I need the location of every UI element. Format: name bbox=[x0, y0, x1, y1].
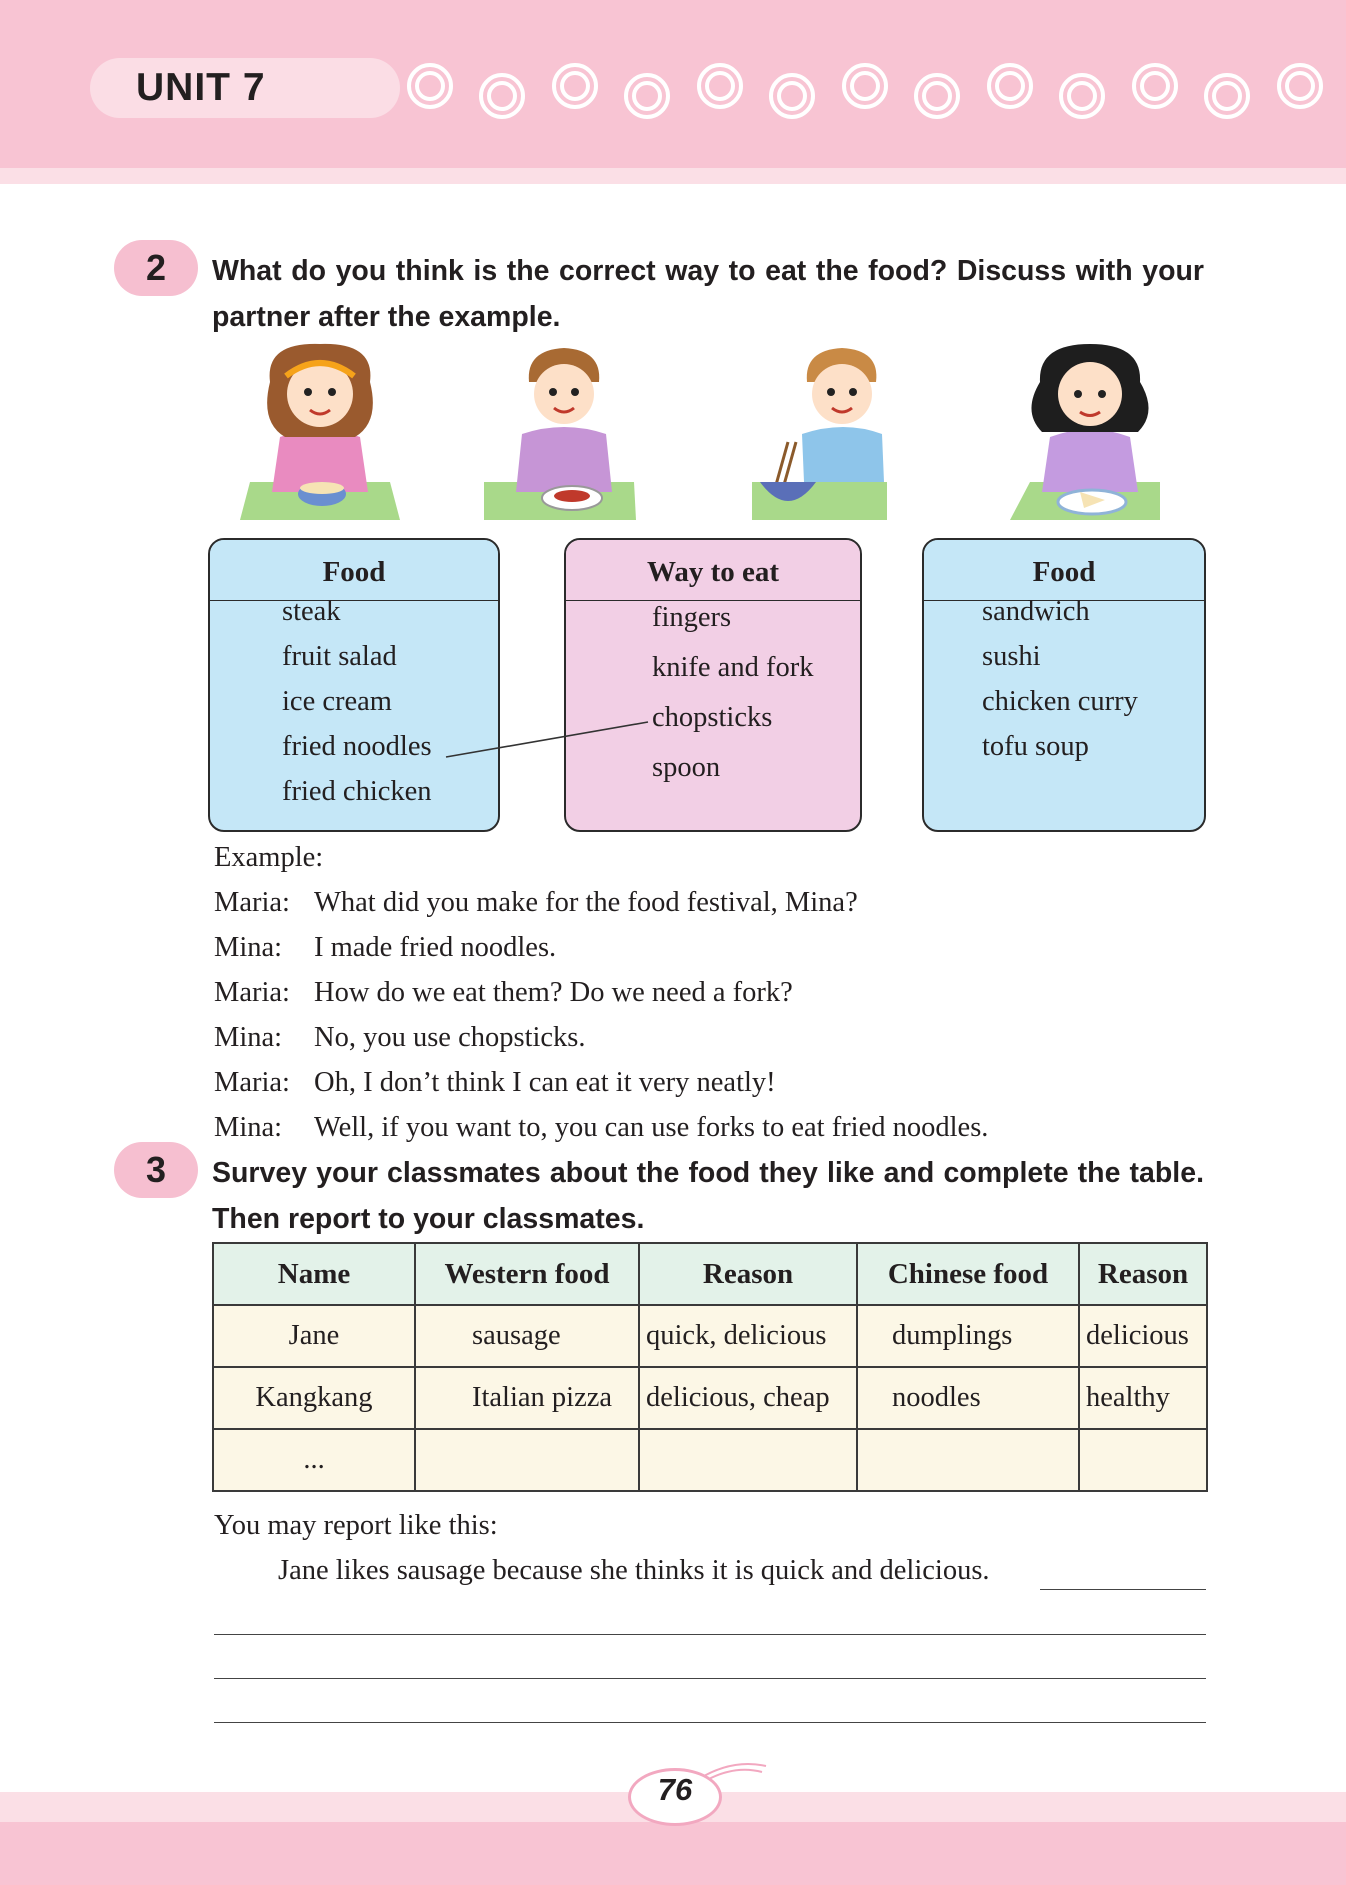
speaker: Maria: bbox=[214, 1067, 290, 1098]
table-header-row bbox=[213, 1243, 1207, 1305]
survey-table bbox=[212, 1242, 1208, 1492]
boy-eating-steak-illustration bbox=[484, 342, 644, 520]
cell-reason: healthy bbox=[1079, 1367, 1207, 1429]
food-item: steak bbox=[282, 596, 341, 627]
dialogue-line bbox=[214, 1022, 586, 1054]
cell-western-food: Italian pizza bbox=[415, 1367, 639, 1429]
example-label: Example: bbox=[214, 842, 324, 873]
report-example: Jane likes sausage because she thinks it is quick and delicious. bbox=[278, 1555, 990, 1586]
boy-eating-noodles-illustration bbox=[752, 342, 912, 520]
cell-chinese-food: noodles bbox=[857, 1367, 1079, 1429]
cell-reason: delicious, cheap bbox=[639, 1367, 857, 1429]
cell-reason: delicious bbox=[1079, 1305, 1207, 1367]
food-item: chicken curry bbox=[982, 686, 1138, 717]
food-box-left-title: Food bbox=[210, 540, 498, 601]
cell-chinese-food: dumplings bbox=[857, 1305, 1079, 1367]
cell-name: Kangkang bbox=[213, 1367, 415, 1429]
dialogue-text: Oh, I don’t think I can eat it very neatly! bbox=[314, 1067, 776, 1098]
cell-reason bbox=[1079, 1429, 1207, 1491]
decorative-rings-icon bbox=[400, 56, 1346, 126]
report-intro: You may report like this: bbox=[214, 1510, 498, 1541]
dialogue-line bbox=[214, 1112, 988, 1144]
dialogue-text: Well, if you want to, you can use forks to eat fried noodles. bbox=[314, 1112, 989, 1143]
answer-line bbox=[1040, 1589, 1206, 1590]
food-item: fried noodles bbox=[282, 731, 432, 762]
table-row bbox=[213, 1367, 1207, 1429]
dialogue-text: I made fried noodles. bbox=[314, 932, 557, 963]
speaker: Mina: bbox=[214, 1112, 283, 1143]
girl-eating-sandwich-illustration bbox=[1010, 342, 1170, 520]
food-box-left bbox=[208, 538, 500, 832]
girl-eating-ice-cream-illustration bbox=[240, 342, 400, 520]
cell-name: Jane bbox=[213, 1305, 415, 1367]
dialogue-text: No, you use chopsticks. bbox=[314, 1022, 586, 1053]
section3-instruction: Survey your classmates about the food they like and complete the table. Then report to your classmates. bbox=[212, 1157, 1204, 1235]
unit-title: UNIT 7 bbox=[136, 66, 266, 109]
table-row bbox=[213, 1429, 1207, 1491]
food-item: sandwich bbox=[982, 596, 1090, 627]
answer-line bbox=[214, 1722, 1206, 1723]
dialogue-line bbox=[214, 1067, 776, 1099]
food-item: tofu soup bbox=[982, 731, 1089, 762]
header-western-food: Western food bbox=[415, 1243, 639, 1305]
cell-chinese-food bbox=[857, 1429, 1079, 1491]
table-row bbox=[213, 1305, 1207, 1367]
cell-western-food bbox=[415, 1429, 639, 1491]
dialogue-text: What did you make for the food festival, Mina? bbox=[314, 887, 858, 918]
way-item: fingers bbox=[652, 602, 732, 633]
page-number: 76 bbox=[657, 1772, 693, 1807]
section-number-2: 2 bbox=[114, 240, 198, 296]
way-item: knife and fork bbox=[652, 652, 814, 683]
section2-instruction: What do you think is the correct way to eat the food? Discuss with your partner after the example. bbox=[212, 255, 1204, 333]
food-box-right bbox=[922, 538, 1206, 832]
way-to-eat-box bbox=[564, 538, 862, 832]
cell-name: ... bbox=[213, 1429, 415, 1491]
way-item: spoon bbox=[652, 752, 721, 783]
header-chinese-food: Chinese food bbox=[857, 1243, 1079, 1305]
dialogue-line bbox=[214, 977, 793, 1009]
food-box-right-title: Food bbox=[924, 540, 1204, 601]
section-number-3: 3 bbox=[114, 1142, 198, 1198]
dialogue-line bbox=[214, 932, 556, 964]
speaker: Maria: bbox=[214, 887, 290, 918]
speaker: Mina: bbox=[214, 932, 283, 963]
food-item: fruit salad bbox=[282, 641, 397, 672]
answer-line bbox=[214, 1634, 1206, 1635]
speaker: Maria: bbox=[214, 977, 290, 1008]
cell-western-food: sausage bbox=[415, 1305, 639, 1367]
food-item: sushi bbox=[982, 641, 1041, 672]
food-item: fried chicken bbox=[282, 776, 432, 807]
header-reason: Reason bbox=[639, 1243, 857, 1305]
way-to-eat-title: Way to eat bbox=[566, 540, 860, 601]
speaker: Mina: bbox=[214, 1022, 283, 1053]
answer-line bbox=[214, 1678, 1206, 1679]
cell-reason: quick, delicious bbox=[639, 1305, 857, 1367]
way-item: chopsticks bbox=[652, 702, 773, 733]
cell-reason bbox=[639, 1429, 857, 1491]
header-reason: Reason bbox=[1079, 1243, 1207, 1305]
header-strip bbox=[0, 168, 1346, 184]
dialogue-text: How do we eat them? Do we need a fork? bbox=[314, 977, 793, 1008]
food-item: ice cream bbox=[282, 686, 392, 717]
header-name: Name bbox=[213, 1243, 415, 1305]
dialogue-line bbox=[214, 887, 858, 919]
